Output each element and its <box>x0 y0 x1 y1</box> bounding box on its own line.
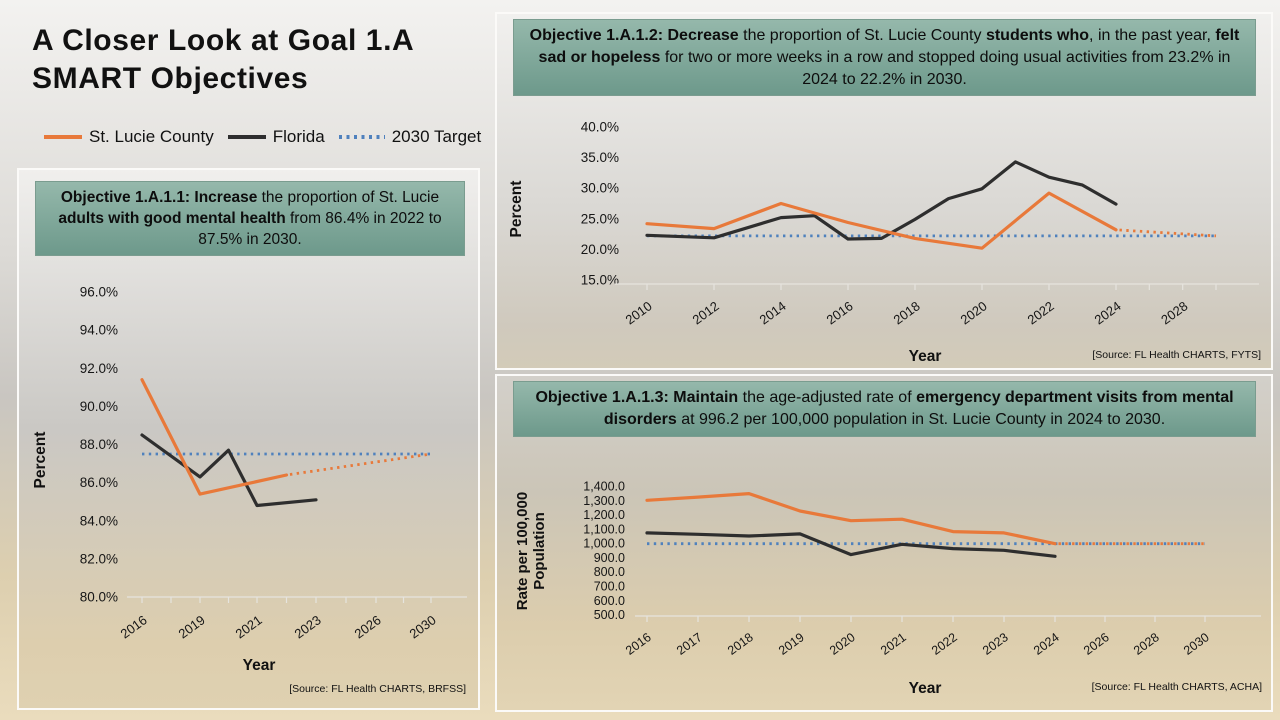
dotted-line-swatch <box>339 135 385 139</box>
header-text-segment: Objective 1.A.1.1: Increase <box>60 189 258 206</box>
y-tick-label: 92.0% <box>79 360 118 376</box>
y-axis-title: Percent <box>32 431 49 489</box>
legend-item <box>228 127 325 147</box>
chart-ed-visits-mental-disorders <box>497 376 1271 710</box>
page-title: A Closer Look at Goal 1.A SMART Objectives <box>32 24 414 96</box>
x-tick-label: 2022 <box>1024 298 1057 328</box>
chart-legend <box>44 127 495 147</box>
header-text-segment: the age-adjusted rate of <box>738 389 917 406</box>
y-tick-label: 1,200.0 <box>583 508 625 523</box>
y-tick-label: 15.0% <box>580 272 619 288</box>
y-tick-label: 900.0 <box>593 550 625 565</box>
x-tick-label: 2024 <box>1091 298 1124 328</box>
x-tick-label: 2017 <box>674 630 705 658</box>
header-text-segment: at 996.2 per 100,000 population in St. Lucie County in 2024 to 2030. <box>676 410 1166 428</box>
y-axis-title: Population <box>531 512 548 590</box>
x-axis-title: Year <box>908 680 942 697</box>
legend-item <box>44 127 214 147</box>
y-tick-label: 90.0% <box>79 398 118 414</box>
y-tick-label: 1,300.0 <box>583 493 625 508</box>
x-tick-label: 2019 <box>175 612 208 642</box>
y-tick-label: 700.0 <box>593 579 625 594</box>
x-tick-label: 2020 <box>957 298 990 328</box>
x-tick-label: 2028 <box>1158 298 1191 328</box>
legend-label: Florida <box>272 127 325 146</box>
y-tick-label: 800.0 <box>593 565 625 580</box>
x-tick-label: 2028 <box>1131 630 1162 658</box>
x-axis-title: Year <box>908 348 942 365</box>
y-tick-label: 1,100.0 <box>583 522 625 537</box>
x-tick-label: 2023 <box>291 612 324 642</box>
line-swatch <box>44 135 82 139</box>
header-text-segment: students who <box>985 27 1090 44</box>
chart-students-sad-hopeless <box>497 14 1271 368</box>
y-tick-label: 82.0% <box>79 551 118 567</box>
header-text-segment: emergency department visits from mental disorders <box>603 389 1234 428</box>
y-axis-title: Percent <box>508 180 525 238</box>
x-tick-label: 2024 <box>1031 630 1062 658</box>
x-tick-label: 2016 <box>823 298 856 328</box>
x-tick-label: 2010 <box>622 298 655 328</box>
y-tick-label: 80.0% <box>79 589 118 605</box>
y-tick-label: 500.0 <box>593 608 625 623</box>
y-tick-label: 94.0% <box>79 322 118 338</box>
y-tick-label: 20.0% <box>580 241 619 257</box>
y-tick-label: 40.0% <box>580 119 619 135</box>
legend-label: 2030 Target <box>391 127 482 146</box>
series-st-lucie-county-projection <box>287 454 432 475</box>
header-text-segment: for two or more weeks in a row and stopped doing usual activities from 23.2% in 2024 to 22.2% in 2030. <box>660 48 1231 88</box>
panel-objective-1A12 <box>495 12 1273 370</box>
y-tick-label: 86.0% <box>79 475 118 491</box>
y-tick-label: 96.0% <box>79 284 118 300</box>
x-tick-label: 2022 <box>929 630 960 658</box>
header-text-segment: Objective 1.A.1.3: Maintain <box>535 389 739 406</box>
x-tick-label: 2016 <box>623 630 654 658</box>
x-tick-label: 2030 <box>1181 630 1212 658</box>
y-tick-label: 30.0% <box>580 180 619 196</box>
y-tick-label: 25.0% <box>580 211 619 227</box>
source-note: [Source: FL Health CHARTS, ACHA] <box>1091 681 1262 693</box>
header-text-segment: from 86.4% in 2022 to 87.5% in 2030. <box>198 210 442 249</box>
x-axis-title: Year <box>242 657 276 674</box>
x-tick-label: 2019 <box>776 630 807 658</box>
line-swatch <box>228 135 266 139</box>
header-text-segment: Objective 1.A.1.2: Decrease <box>529 27 739 44</box>
source-note: [Source: FL Health CHARTS, BRFSS] <box>289 683 466 695</box>
y-tick-label: 35.0% <box>580 150 619 166</box>
header-text-segment: the proportion of St. Lucie <box>257 189 440 206</box>
y-tick-label: 1,000.0 <box>583 536 625 551</box>
x-tick-label: 2016 <box>117 612 150 642</box>
legend-item <box>339 127 481 147</box>
legend-label: St. Lucie County <box>89 127 214 146</box>
x-tick-label: 2023 <box>980 630 1011 658</box>
x-tick-label: 2021 <box>878 630 909 658</box>
panel-objective-1A13 <box>495 374 1273 712</box>
x-tick-label: 2018 <box>725 630 756 658</box>
y-tick-label: 88.0% <box>79 437 118 452</box>
y-tick-label: 600.0 <box>593 593 625 608</box>
x-tick-label: 2026 <box>1081 630 1112 658</box>
x-tick-label: 2030 <box>406 612 439 642</box>
x-tick-label: 2018 <box>890 298 923 328</box>
x-tick-label: 2026 <box>351 612 384 642</box>
x-tick-label: 2014 <box>756 298 789 328</box>
y-tick-label: 1,400.0 <box>583 479 625 494</box>
source-note: [Source: FL Health CHARTS, FYTS] <box>1092 349 1261 361</box>
header-text-segment: adults with good mental health <box>58 210 286 228</box>
chart-adults-good-mental-health <box>19 170 478 708</box>
x-tick-label: 2021 <box>232 612 265 642</box>
header-text-segment: the proportion of St. Lucie County <box>738 27 986 44</box>
y-axis-title: Rate per 100,000 <box>514 491 531 611</box>
panel-objective-1A11 <box>17 168 480 710</box>
series-st-lucie-county <box>142 380 287 494</box>
series-florida <box>142 435 316 506</box>
x-tick-label: 2012 <box>689 298 722 328</box>
header-text-segment: , in the past year, <box>1089 27 1216 44</box>
header-text-segment: felt sad or hopeless <box>538 27 1240 66</box>
y-tick-label: 84.0% <box>79 513 118 529</box>
x-tick-label: 2020 <box>827 630 858 658</box>
